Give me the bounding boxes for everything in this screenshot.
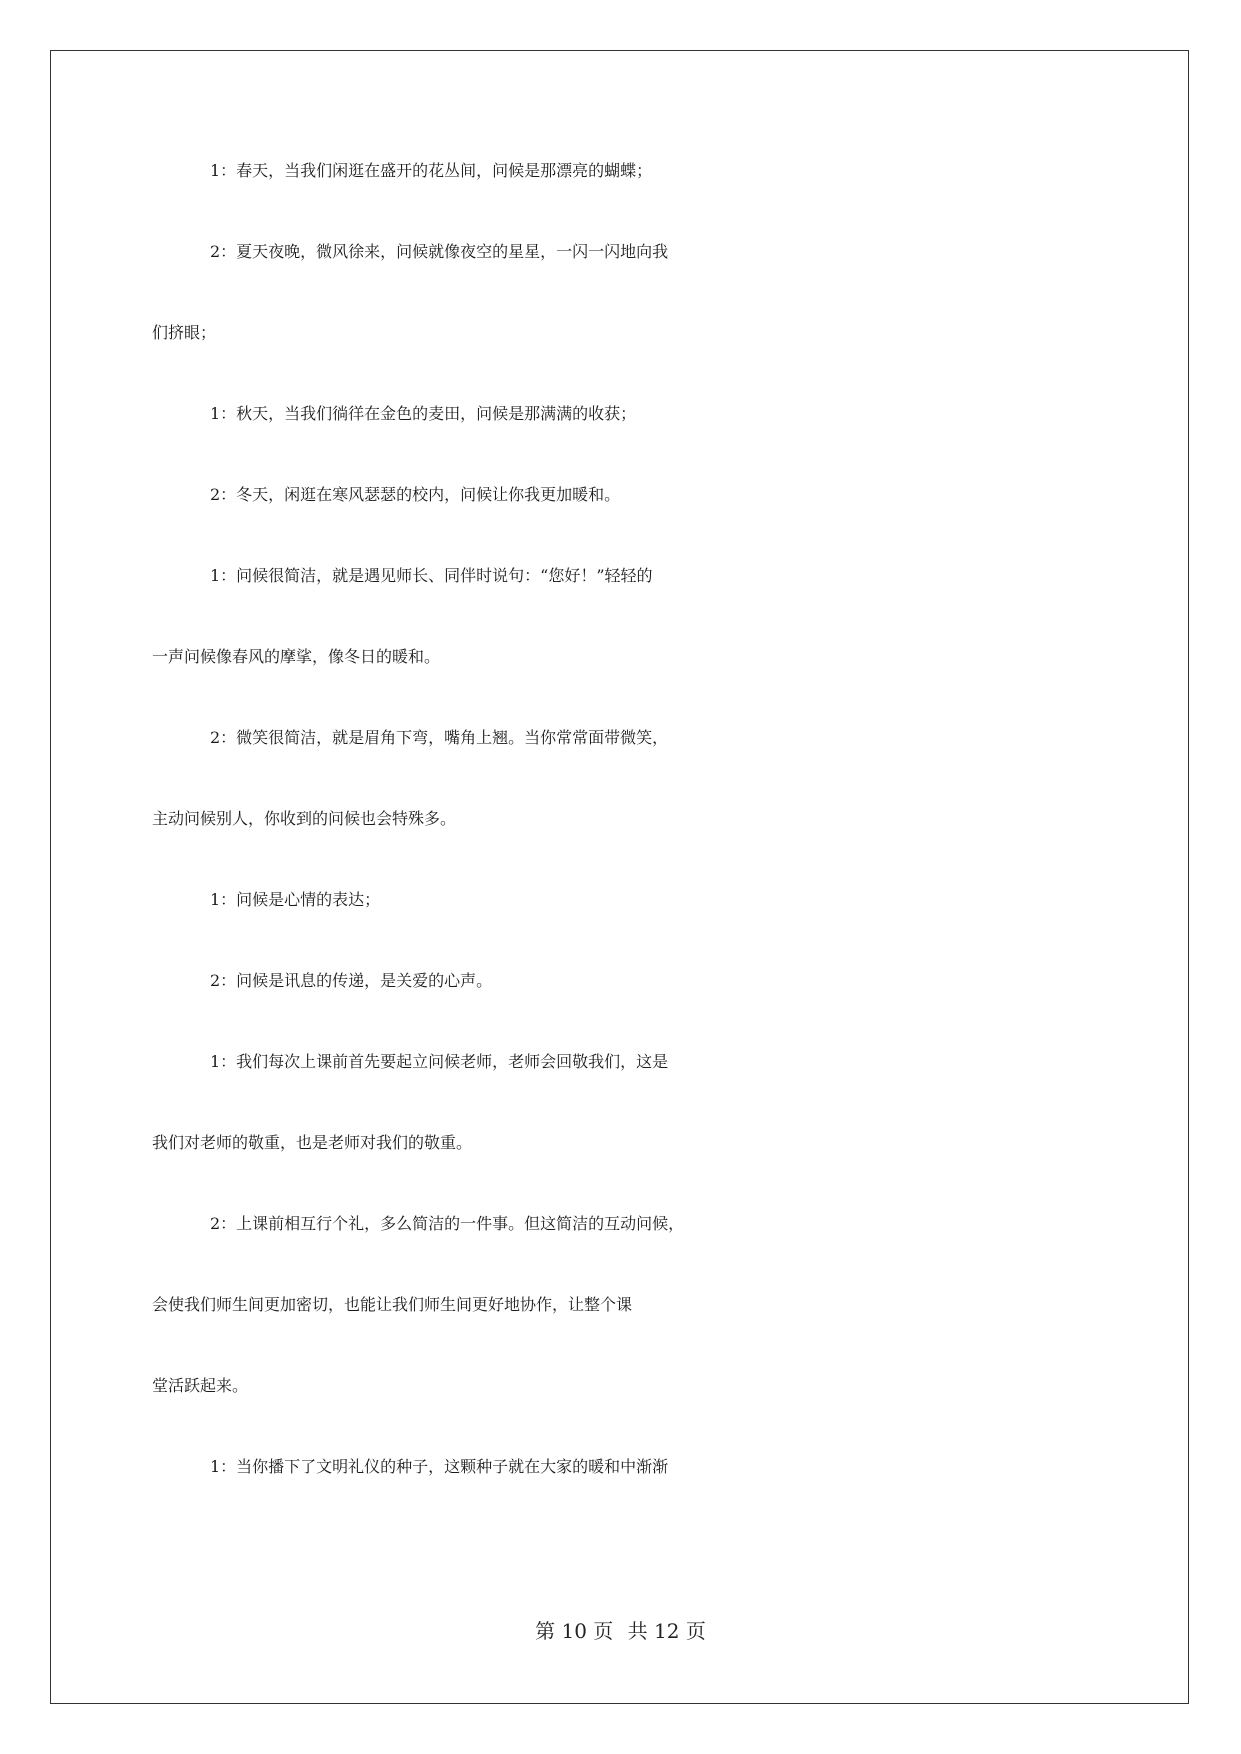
text-line: 2：上课前相互行个礼，多么简洁的一件事。但这简洁的互动问候，: [210, 1214, 685, 1233]
text-line: 2：微笑很简洁，就是眉角下弯，嘴角上翘。当你常常面带微笑，: [210, 728, 669, 747]
text-line: 2：问候是讯息的传递，是关爱的心声。: [210, 971, 493, 990]
text-line: 1：春天，当我们闲逛在盛开的花丛间，问候是那漂亮的蝴蝶；: [210, 161, 653, 180]
document-body: [152, 158, 1092, 1535]
text-line: 一声问候像春风的摩挲，像冬日的暖和。: [152, 647, 441, 666]
text-line: 2：夏天夜晚，微风徐来，问候就像夜空的星星，一闪一闪地向我: [210, 242, 669, 261]
text-line: 我们对老师的敬重，也是老师对我们的敬重。: [152, 1133, 473, 1152]
text-line: 会使我们师生间更加密切，也能让我们师生间更好地协作，让整个课: [152, 1295, 633, 1314]
text-line: 1：当你播下了文明礼仪的种子，这颗种子就在大家的暖和中渐渐: [210, 1457, 669, 1476]
text-line: 1：我们每次上课前首先要起立问候老师，老师会回敬我们，这是: [210, 1052, 669, 1071]
page-number: 第 10 页: [535, 1619, 614, 1643]
text-line: 堂活跃起来。: [152, 1376, 249, 1395]
page-total: 共 12 页: [627, 1619, 706, 1643]
page-footer: [0, 1615, 1241, 1644]
text-line: 1：秋天，当我们徜徉在金色的麦田，问候是那满满的收获；: [210, 404, 637, 423]
text-line: 主动问候别人，你收到的问候也会特殊多。: [152, 809, 457, 828]
text-line: 1：问候很简洁，就是遇见师长、同伴时说句：“您好！”轻轻的: [210, 566, 653, 585]
text-line: 2：冬天，闲逛在寒风瑟瑟的校内，问候让你我更加暖和。: [210, 485, 621, 504]
text-line: 们挤眼；: [152, 323, 217, 342]
text-line: 1：问候是心情的表达；: [210, 890, 381, 909]
